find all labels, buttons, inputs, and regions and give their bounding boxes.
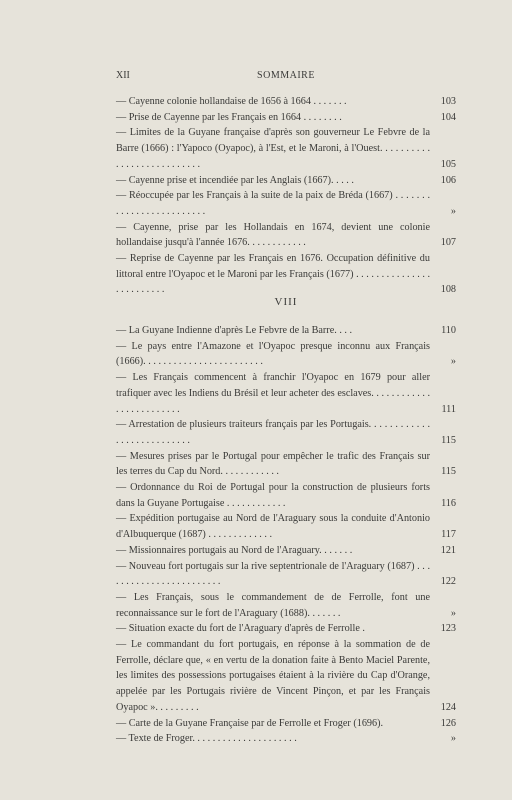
toc-entry-text: — Cayenne, prise par les Hollandais en 1674, devient une colonie hollandaise jusqu'à l'année 1676. . . . . . . . . . . . xyxy=(116,221,430,249)
toc-entry-page: 106 xyxy=(440,174,456,186)
toc-entry-text: — Expédition portugaise au Nord de l'Araguary sous la conduite d'Antonio d'Albuquerque (1687) . . . . . . . . . . . . . xyxy=(116,513,430,541)
toc-entry xyxy=(116,339,456,370)
toc-entry-text: — Prise de Cayenne par les Français en 1664 . . . . . . . . xyxy=(116,111,342,123)
toc-entry-text: — Situation exacte du fort de l'Araguary d'après de Ferrolle . xyxy=(116,623,365,635)
toc-entry-text: — Limites de la Guyane française d'après son gouverneur Le Febvre de la Barre (1666) : l'Yapoco (Oyapoc), à l'Est, et le Maroni, à l'Ouest. . . . . . . . . . . . . . . . . . . . . . . . . . . xyxy=(116,127,430,170)
toc-entry-text: — Texte de Froger. . . . . . . . . . . . . . . . . . . . . xyxy=(116,733,297,745)
toc-entry-page: 122 xyxy=(440,576,456,588)
toc-entry-text: — Ordonnance du Roi de Portugal pour la construction de plusieurs forts dans la Guyane Portugaise . . . . . . . . . . . . xyxy=(116,482,430,509)
toc-entry-page: » xyxy=(450,356,456,368)
toc-entry-page: 124 xyxy=(440,701,456,713)
toc-entry xyxy=(116,370,456,417)
toc-entry-page: 111 xyxy=(441,403,456,415)
toc-entry xyxy=(116,716,456,732)
toc-entry-text: — Mesures prises par le Portugal pour empêcher le trafic des Français sur les terres du Cap du Nord. . . . . . . . . . . . xyxy=(116,450,430,478)
toc-entry-page: » xyxy=(450,733,456,745)
toc-entry-text: — Les Français commencent à franchir l'Oyapoc en 1679 pour aller trafiquer avec les Indiens du Brésil et leur acheter des esclaves. . . . . . . . . . . . . . . . . . . . . . . . . xyxy=(116,372,430,415)
toc-entry-page: 110 xyxy=(441,325,456,336)
toc-entry xyxy=(116,511,456,542)
page-title: SOMMAIRE xyxy=(257,70,315,81)
toc-entry xyxy=(116,621,456,637)
toc-entry xyxy=(116,637,456,716)
toc-entry xyxy=(116,173,456,189)
toc-entry-page: 126 xyxy=(440,717,456,729)
toc-entry-text: — Cayenne colonie hollandaise de 1656 à 1664 . . . . . . . xyxy=(116,96,347,107)
toc-entry xyxy=(116,590,456,621)
toc-entry-text: — Le pays entre l'Amazone et l'Oyapoc presque inconnu aux Français (1666). . . . . . . . . . . . . . . . . . . . . . . . xyxy=(116,340,430,368)
toc-entry xyxy=(116,94,456,110)
toc-entry-page: 107 xyxy=(440,237,456,249)
toc-entry xyxy=(116,449,456,480)
toc-entry-text: — Nouveau fort portugais sur la rive septentrionale de l'Araguary (1687) . . . . . . . . . . . . . . . . . . . . . . . . xyxy=(116,560,430,588)
toc-entry xyxy=(116,731,456,747)
section-heading: VIII xyxy=(274,296,298,308)
toc-entry-page: 117 xyxy=(441,529,456,541)
toc-entry xyxy=(116,251,456,298)
toc-entry xyxy=(116,188,456,219)
toc-entry-text: — Arrestation de plusieurs traiteurs français par les Portugais. . . . . . . . . . . . . . . . . . . . . . . . . . . xyxy=(116,419,430,446)
toc-entry-page: 108 xyxy=(440,284,456,296)
contents-section-1 xyxy=(116,94,456,298)
toc-entry-text: — Reprise de Cayenne par les Français en 1676. Occupation définitive du littoral entre l'Oyapoc et le Maroni par les Français (1677) . . . . . . . . . . . . . . . . . . . . . . . . . xyxy=(116,253,430,296)
toc-entry-text: — La Guyane Indienne d'après Le Febvre de la Barre. . . . xyxy=(116,325,353,336)
toc-entry-text: — Cayenne prise et incendiée par les Anglais (1667). . . . . xyxy=(116,174,354,186)
toc-entry xyxy=(116,110,456,126)
toc-entry-page: » xyxy=(450,607,456,619)
toc-entry-page: » xyxy=(450,205,456,217)
toc-entry xyxy=(116,559,456,590)
toc-entry-page: 115 xyxy=(441,466,456,478)
toc-entry-text: — Missionnaires portugais au Nord de l'Araguary. . . . . . . xyxy=(116,544,353,556)
contents-section-2 xyxy=(116,323,456,747)
toc-entry-page: 104 xyxy=(440,111,456,123)
page-number: XII xyxy=(116,70,130,81)
toc-entry-text: — Les Français, sous le commandement de de Ferrolle, font une reconnaissance sur le fort de l'Araguary (1688). . . . . . . xyxy=(116,591,430,619)
toc-entry-page: 115 xyxy=(441,434,456,446)
running-header xyxy=(116,70,456,84)
toc-entry xyxy=(116,543,456,559)
toc-entry-page: 123 xyxy=(440,623,456,635)
toc-entry xyxy=(116,125,456,172)
toc-entry-page: 105 xyxy=(440,158,456,170)
toc-entry xyxy=(116,323,456,339)
toc-entry xyxy=(116,220,456,251)
toc-entry-text: — Carte de la Guyane Française par de Ferrolle et Froger (1696). xyxy=(116,717,384,729)
toc-entry xyxy=(116,480,456,511)
toc-entry-page: 116 xyxy=(441,497,456,509)
toc-entry-page: 103 xyxy=(440,96,456,107)
toc-entry-page: 121 xyxy=(440,544,456,556)
toc-entry-text: — Réoccupée par les Français à la suite de la paix de Bréda (1667) . . . . . . . . . . . . . . . . . . . . . . . . . xyxy=(116,190,430,217)
toc-entry xyxy=(116,417,456,448)
toc-entry-text: — Le commandant du fort portugais, en réponse à la sommation de de Ferrolle, déclare que, « en vertu de la donation faite à Bento Maciel Parente, les limites des possessions portugaises étaient à la rivière du Cap d'Orange, appelée par les Portugais rivière de Vincent Pinçon, et par les Français Oyapoc ». . . . . . . . . xyxy=(116,639,430,713)
